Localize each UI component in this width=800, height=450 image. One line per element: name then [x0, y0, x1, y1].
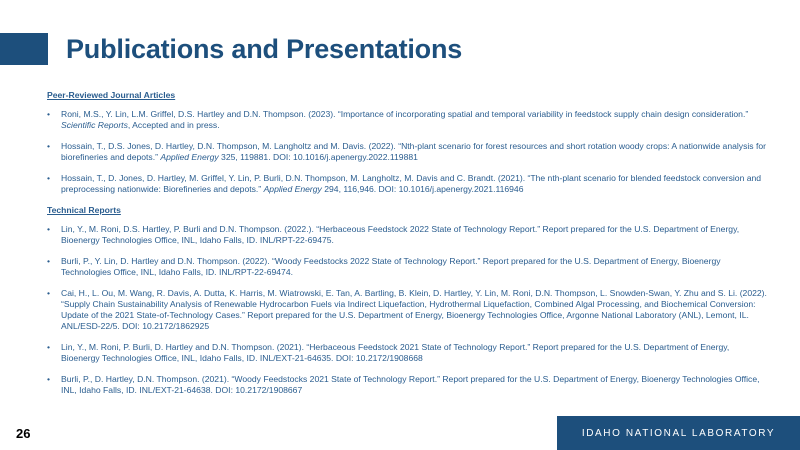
bullet-marker: •: [47, 256, 51, 266]
citation-text: Hossain, T., D. Jones, D. Hartley, M. Griffel, Y. Lin, P. Burli, D.N. Thompson, M. Langholtz, M. Davis and C. Brandt. (2021). “The nth-plant scenario for blended feedstock conversion and preprocessing nationwide: Biorefineries and depots.”: [61, 173, 762, 194]
title-accent-bar: [0, 33, 48, 65]
bullet-marker: •: [47, 109, 51, 119]
footer-logo-bar: [557, 416, 800, 450]
section-heading-technical-reports: Technical Reports: [47, 205, 121, 215]
journal-entry: [47, 141, 767, 163]
citation-text: Hossain, T., D.S. Jones, D. Hartley, D.N. Thompson, M. Langholtz and M. Davis. (2022). “Nth-plant scenario for forest resources and short rotation woody crops: A nationwide analysis for biorefineries and depots.”: [61, 141, 767, 162]
report-entry: [47, 224, 767, 246]
journal-name: Scientific Reports: [61, 120, 128, 130]
report-entry: [47, 288, 767, 332]
citation-text: Burli, P., Y. Lin, D. Hartley and D.N. Thompson. (2022). “Woody Feedstocks 2022 State of Technology Report.” Report prepared for the U.S. Department of Energy, Bioenergy Technologies Office, INL, Idaho Falls, ID. INL/RPT-22-69474.: [61, 256, 721, 277]
journal-name: Applied Energy: [263, 184, 322, 194]
citation-details: , Accepted and in press.: [127, 120, 220, 130]
section-heading-journal-articles: Peer-Reviewed Journal Articles: [47, 90, 176, 100]
bullet-marker: •: [47, 173, 51, 183]
report-entry: [47, 342, 767, 364]
report-entry: [47, 374, 767, 396]
bullet-marker: •: [47, 224, 51, 234]
report-entry: [47, 256, 767, 278]
slide-title: Publications and Presentations: [66, 34, 463, 64]
publication-list: [47, 90, 767, 406]
citation-text: Lin, Y., M. Roni, D.S. Hartley, P. Burli and D.N. Thompson. (2022.). “Herbaceous Feedstock 2022 State of Technology Report.” Report prepared for the U.S. Department of Energy, Bioenergy Technologies Office, INL, Idaho Falls, ID. INL/RPT-22-69475.: [61, 224, 740, 245]
bullet-marker: •: [47, 288, 51, 298]
footer-lab-name: IDAHO NATIONAL LABORATORY: [581, 427, 776, 439]
journal-name: Applied Energy: [160, 152, 219, 162]
journal-entry: [47, 173, 767, 195]
bullet-marker: •: [47, 342, 51, 352]
bullet-marker: •: [47, 141, 51, 151]
bullet-marker: •: [47, 374, 51, 384]
citation-details: 294, 116,946. DOI: 10.1016/j.apenergy.2021.116946: [321, 184, 524, 194]
citation-text: Lin, Y., M. Roni, P. Burli, D. Hartley and D.N. Thompson. (2021). “Herbaceous Feedstock 2021 State of Technology Report.” Report prepared for the U.S. Department of Energy, Bioenergy Technologies Office, INL, Idaho Falls, ID. INL/EXT-21-64635. DOI: 10.2172/1908668: [61, 342, 730, 363]
citation-text: Cai, H., L. Ou, M. Wang, R. Davis, A. Dutta, K. Harris, M. Wiatrowski, E. Tan, A. Bartling, B. Klein, D. Hartley, Y. Lin, M. Roni, D.N. Thompson, L. Snowden-Swan, Y. Zhu and S. Li. (2022). “Supply Chain Sustainability Analysis of Renewable Hydrocarbon Fuels via Indirect Liquefaction, Hydrothermal Liquefaction, Combined Algal Processing, and Biochemical Conversion: Update of the 2021 State-of-Technology Cases.” Report prepared for the U.S. Department of Energy, Bioenergy Technologies Office, Argonne National Laboratory (ANL), Lemont, IL. ANL/ESD-22/5. DOI: 10.2172/1862925: [61, 288, 767, 331]
page-number: 26: [16, 426, 31, 441]
citation-text: Roni, M.S., Y. Lin, L.M. Griffel, D.S. Hartley and D.N. Thompson. (2023). “Importance of incorporating spatial and temporal variability in feedstock supply chain design consideration.”: [61, 109, 749, 119]
citation-details: 325, 119881. DOI: 10.1016/j.apenergy.2022.119881: [218, 152, 418, 162]
journal-entry: [47, 109, 767, 131]
citation-text: Burli, P., D. Hartley, D.N. Thompson. (2021). “Woody Feedstocks 2021 State of Technology Report.” Report prepared for the U.S. Department of Energy, Bioenergy Technologies Office, INL, Idaho Falls, ID. INL/EXT-21-64638. DOI: 10.2172/1908667: [61, 374, 760, 395]
